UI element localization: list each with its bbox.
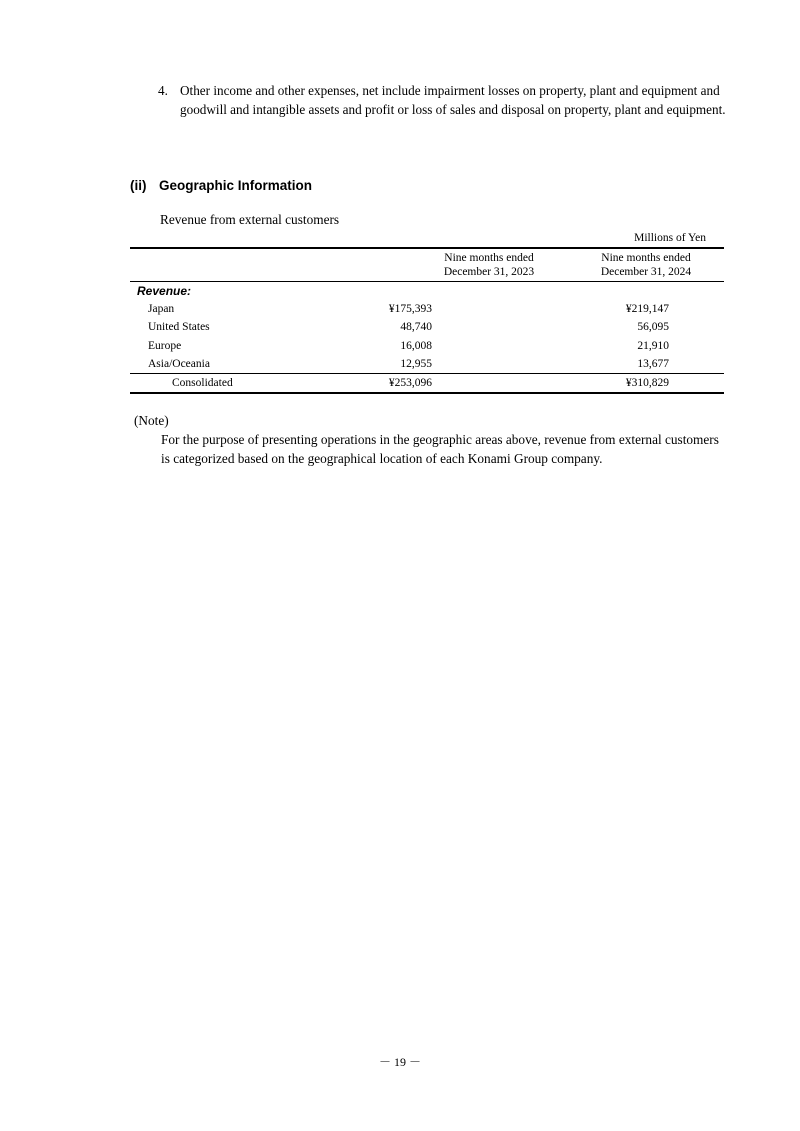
row-label: Japan (148, 303, 175, 316)
total-label: Consolidated (172, 377, 233, 390)
footnote-4 (158, 81, 738, 119)
column-header-2023 (402, 251, 576, 279)
row-value-2024: 56,095 (637, 321, 669, 334)
row-value-2024: 21,910 (637, 339, 669, 352)
table-row (130, 355, 724, 373)
table-bottom-rule (130, 392, 724, 394)
section-title: Geographic Information (159, 178, 313, 193)
units-label: Millions of Yen (634, 232, 706, 244)
row-label: Asia/Oceania (148, 357, 210, 370)
row-value-2023: 12,955 (400, 357, 432, 370)
row-label: Europe (148, 339, 182, 352)
section-numeral: (ii) (130, 178, 147, 193)
column-header-2023-line2: December 31, 2023 (443, 266, 535, 278)
table-row (130, 337, 724, 355)
footnote-text: Other income and other expenses, net include impairment losses on property, plant and equipment and goodwill and intangible assets and profit or loss of sales and disposal on property, plant and equipment. (180, 83, 726, 117)
section-heading (130, 178, 312, 193)
column-header-2024-line2: December 31, 2024 (600, 266, 692, 278)
row-value-2023: 48,740 (400, 321, 432, 334)
column-header-2024 (576, 251, 716, 279)
row-value-2024: 13,677 (637, 357, 669, 370)
row-value-2023: ¥175,393 (388, 303, 432, 316)
total-value-2024: ¥310,829 (625, 377, 669, 390)
footnote-number: 4. (158, 83, 168, 98)
row-label: United States (148, 321, 210, 334)
row-value-2024: ¥219,147 (625, 303, 669, 316)
page-number: － 19 － (378, 1055, 421, 1069)
column-header-2023-line1: Nine months ended (444, 252, 534, 264)
note-heading: (Note) (134, 413, 169, 428)
revenue-label-row (130, 282, 724, 300)
column-header-2024-line1: Nine months ended (601, 252, 691, 264)
total-row (130, 374, 724, 392)
row-value-2023: 16,008 (400, 339, 432, 352)
revenue-label: Revenue: (137, 284, 192, 299)
table-row (130, 300, 724, 318)
table-row (130, 318, 724, 336)
revenue-table (130, 247, 724, 394)
table-header-row (130, 249, 724, 281)
note-body: For the purpose of presenting operations in the geographic areas above, revenue from external customers is categorized based on the geographical location of each Konami Group company. (161, 432, 719, 466)
table-subtitle: Revenue from external customers (160, 212, 340, 227)
total-value-2023: ¥253,096 (388, 377, 432, 390)
